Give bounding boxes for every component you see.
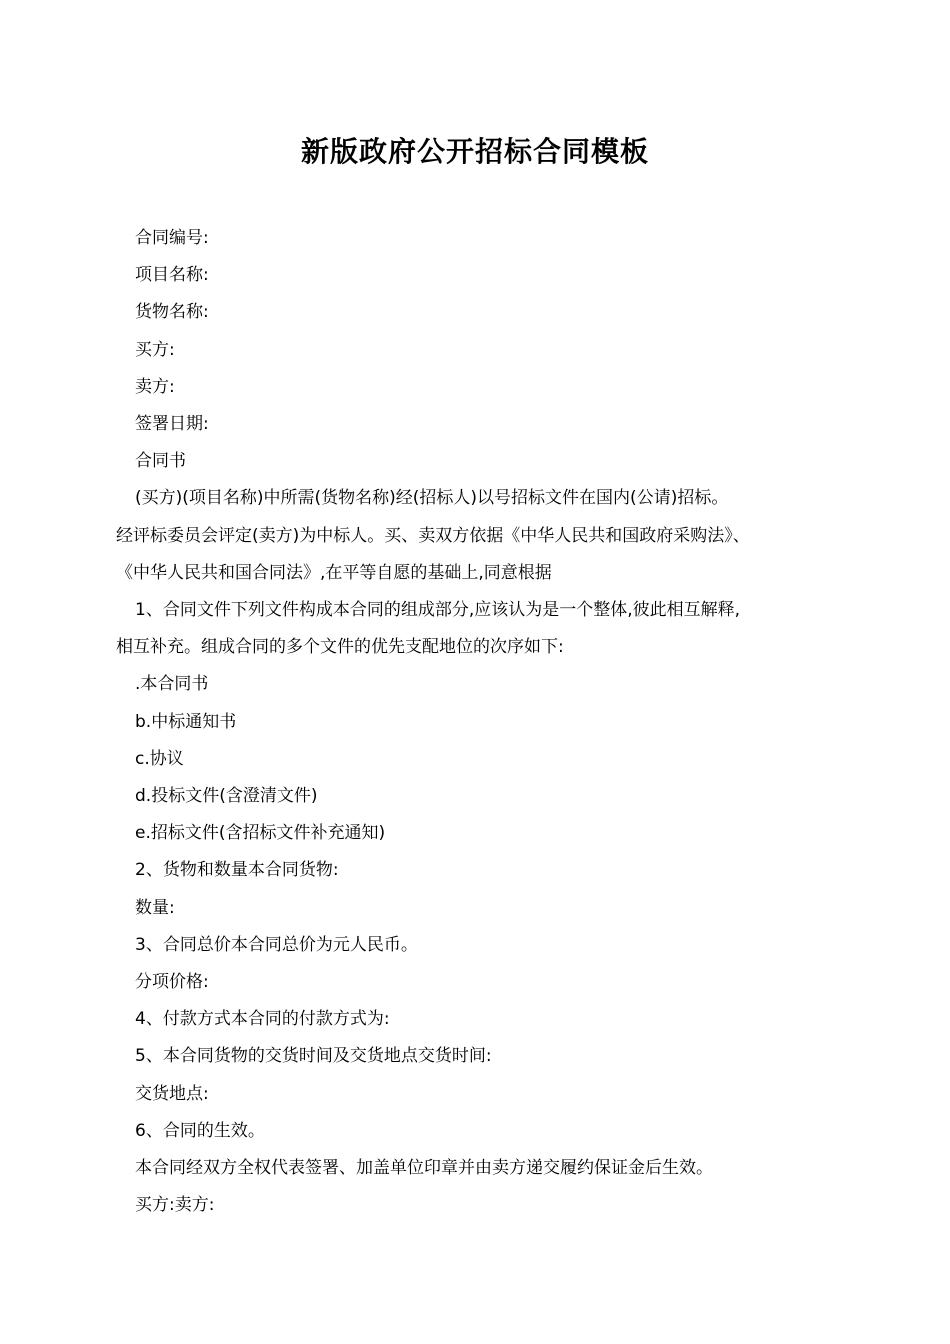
item-price-field: 分项价格: [135,972,209,993]
signature-line: 买方:卖方: [135,1195,215,1216]
field-project-name: 项目名称: [135,265,209,286]
field-sign-date: 签署日期: [135,414,209,435]
field-contract-no: 合同编号: [135,228,209,248]
list-item: c.协议 [135,748,184,769]
clause-5: 5、本合同货物的交货时间及交货地点交货时间: [135,1046,492,1067]
clause-4: 4、付款方式本合同的付款方式为: [135,1009,390,1030]
clause-2: 2、货物和数量本合同货物: [135,860,339,881]
field-buyer: 买方: [135,339,175,360]
list-item: .本合同书 [135,674,209,695]
list-item: b.中标通知书 [135,711,237,732]
document-title: 新版政府公开招标合同模板 [300,135,649,168]
intro-line-3: 《中华人民共和国合同法》,在平等自愿的基础上,同意根据 [116,562,552,583]
clause-1-line-1: 1、合同文件下列文件构成本合同的组成部分,应该认为是一个整体,彼此相互解释, [135,600,741,621]
quantity-field: 数量: [135,897,175,918]
list-item: e.招标文件(含招标文件补充通知) [135,823,386,844]
delivery-place-field: 交货地点: [135,1083,209,1104]
clause-3: 3、合同总价本合同总价为元人民币。 [135,934,418,955]
effect-text: 本合同经双方全权代表签署、加盖单位印章并由卖方递交履约保证金后生效。 [135,1158,713,1179]
clause-6: 6、合同的生效。 [135,1120,265,1141]
intro-line-2: 经评标委员会评定(卖方)为中标人。买、卖双方依据《中华人民共和国政府采购法》、 [116,525,750,546]
field-seller: 卖方: [135,376,175,397]
list-item: d.投标文件(含澄清文件) [135,786,318,807]
contract-heading: 合同书 [135,451,186,472]
document-body [116,220,852,1224]
field-goods-name: 货物名称: [135,302,209,323]
clause-1-line-2: 相互补充。组成合同的多个文件的优先支配地位的次序如下: [116,637,564,658]
intro-line-1: (买方)(项目名称)中所需(货物名称)经(招标人)以号招标文件在国内(公请)招标。 [135,488,729,509]
